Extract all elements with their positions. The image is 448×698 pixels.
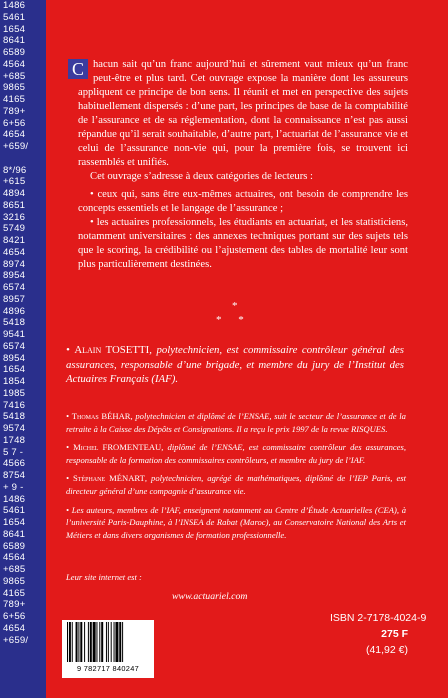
author-bio: • Michel FROMENTEAU, diplômé de l’ENSAE, est commissaire contrôleur des assurances, responsable de la formation des commissaires contrôleurs, et membre du jury de l’IAF. (66, 442, 406, 465)
bullet-2: • les actuaires professionnels, les étudiants en actuariat, et les statisticiens, notamment universitaires : des annexes techniques portant sur des sujets tels que le scoring, la crédibilité ou l’ajustement des tables de mortalité leur sont plus particulièrement destinées. (78, 217, 408, 270)
barcode-number: 9 782717 840247 (76, 664, 140, 673)
barcode-bar (90, 622, 92, 662)
barcode-bar (72, 622, 73, 662)
intro-text (71, 58, 408, 184)
barcode-bar (101, 622, 103, 662)
bullet-1: • ceux qui, sans être eux-mêmes actuaires, ont besoin de comprendre les concepts essentiels et le langage de l’assurance ; (78, 189, 408, 214)
barcode-bar (67, 622, 68, 662)
tosetti-text: , polytechnicien, est commissaire contrôleur général des assurances, responsable d’une brigade, et membre du jury de l’Institut des Actuaires Français (IAF). (66, 344, 404, 386)
authors-note: • Les auteurs, membres de l’IAF, enseignent notamment au Centre d’Étude Actuarielles (CEA), à l’université Paris-Dauphine, à l’INSEA de Rabat (Maroc), au Conservatoire National des Arts et Métiers et dans divers organismes de formation professionnelle. (66, 504, 406, 540)
barcode-bar (106, 622, 107, 662)
tosetti-name: Alain TOSETTI (74, 344, 150, 356)
barcode-bar (76, 622, 78, 662)
barcode-bar (111, 622, 112, 662)
isbn: ISBN 2-7178-4024-9 (330, 612, 427, 624)
barcode-bar (99, 622, 100, 662)
reader-bullets (78, 188, 408, 272)
strip-numbers: 1486 5461 1654 8641 6589 4564 +685 9865 4165 789+ 6+56 4654 +659/ 8*/96 +615 4894 8651 3216 5749 8421 4654 8974 8954 6574 8957 4896 5418 9541 6574 8954 1654 1854 1985 7416 5418 9574 1748 5 7 - 4566 8754 + 9 - 1486 5461 1654 8641 6589 4564 +685 9865 4165 789+ 6+56 4654 +659/ (3, 0, 29, 646)
barcode-bar (93, 622, 96, 662)
barcode (66, 622, 148, 662)
author-name: Michel FROMENTEAU (73, 442, 162, 453)
drop-cap: C (68, 59, 88, 79)
barcode-bar (115, 622, 118, 662)
price-francs: 275 F (381, 628, 408, 640)
tosetti-bio: • Alain TOSETTI, polytechnicien, est commissaire contrôleur général des assurances, responsable d’une brigade, et membre du jury de l’Institut des Actuaires Français (IAF). (66, 344, 404, 386)
barcode-bar (84, 622, 85, 662)
barcode-bar (119, 622, 121, 662)
readers-intro: Cet ouvrage s’adresse à deux catégories de lecteurs : (90, 171, 313, 182)
author-bios (66, 410, 406, 547)
price-euro: (41,92 €) (365, 644, 408, 656)
separator-star-top: * (232, 300, 238, 312)
barcode-bar (78, 622, 79, 662)
barcode-bar (80, 622, 82, 662)
author-bio: • Stéphane MÉNART, polytechnicien, agrégé de mathématiques, diplômé de l’IEP Paris, est directeur général d’une compagnie d’assurance vie. (66, 473, 406, 496)
barcode-bar (122, 622, 123, 662)
barcode-bar (69, 622, 71, 662)
barcode-bar (88, 622, 89, 662)
intro-paragraph: hacun sait qu’un franc aujourd’hui et sûrement vaut mieux qu’un franc peut-être et plus tard. Cet ouvrage expose la manière dont les assureurs appliquent ce principe de bon sens. Il réunit et met en perspective des sujets habituellement dispersés : d’une part, les principes de base de la comptabilité de l’assurance et de sa réglementation, dont la connaissance n’est pas aussi répandue qu’il serait souhaitable, d’autre part, l’actuariat de l’assurance vie et celui de l’assurance non-vie qui, pour la première fois, se trouvent ici rassemblés et unifiés. (78, 59, 408, 168)
website-url: www.actuariel.com (172, 591, 248, 602)
website-intro: Leur site internet est : (66, 572, 142, 582)
author-bio: • Thomas BÉHAR, polytechnicien et diplômé de l’ENSAE, suit le secteur de l’assurance et de la retraite à la Caisse des Dépôts et Consignations. Il a reçu le prix 1997 de la revue RISQUES. (66, 411, 406, 434)
separator-star-bottom: * * (216, 314, 244, 326)
barcode-bar (114, 622, 115, 662)
left-number-strip (0, 0, 46, 698)
barcode-bar (96, 622, 97, 662)
barcode-bar (108, 622, 109, 662)
author-name: Thomas BÉHAR (71, 411, 131, 421)
author-name: Stéphane MÉNART (73, 473, 145, 484)
